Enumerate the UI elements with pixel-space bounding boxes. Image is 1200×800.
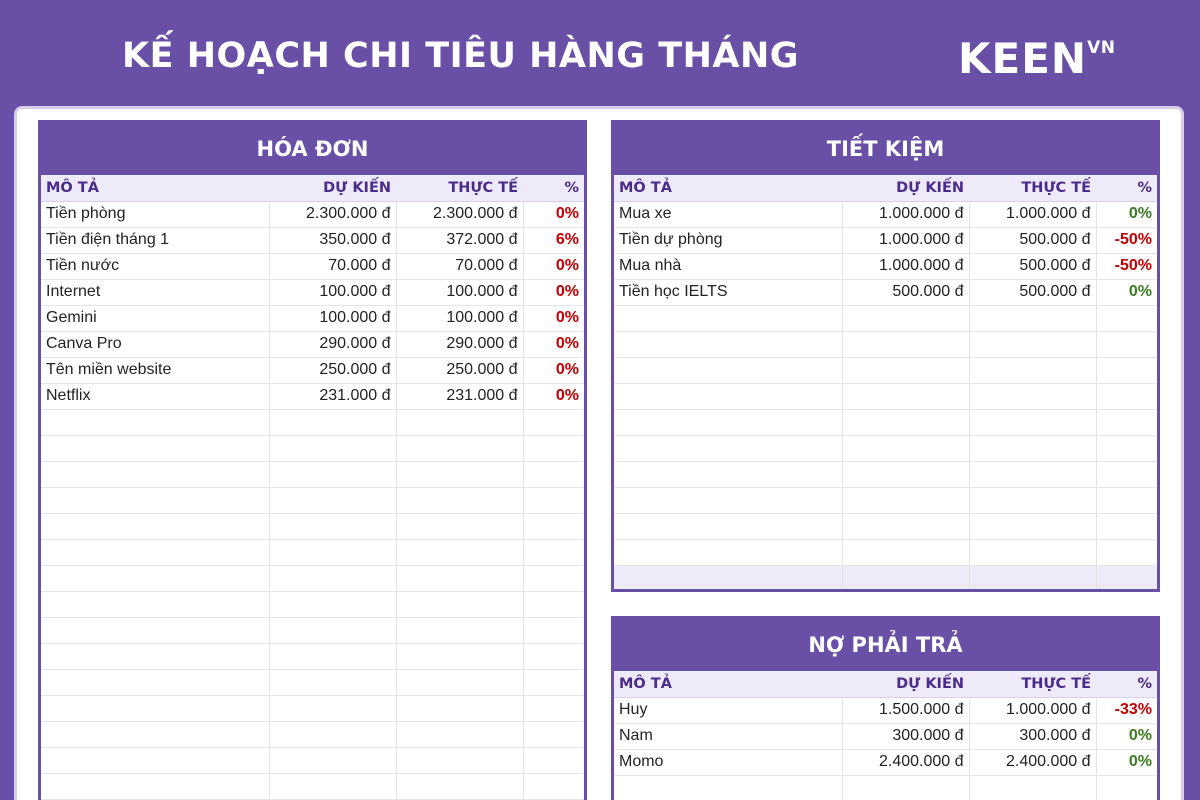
cell-pct[interactable] bbox=[523, 617, 584, 643]
cell-planned[interactable] bbox=[842, 409, 969, 435]
table-row bbox=[41, 279, 584, 305]
cell-actual[interactable] bbox=[969, 409, 1096, 435]
cell-desc[interactable] bbox=[614, 305, 842, 331]
cell-actual[interactable] bbox=[969, 775, 1096, 800]
cell-desc[interactable] bbox=[41, 617, 269, 643]
cell-actual[interactable] bbox=[396, 487, 523, 513]
table-row bbox=[41, 669, 584, 695]
table-row bbox=[614, 513, 1157, 539]
cell-pct[interactable]: 0% bbox=[523, 201, 584, 227]
cell-planned[interactable]: 1.000.000 đ bbox=[842, 201, 969, 227]
table-row bbox=[41, 435, 584, 461]
cell-pct[interactable] bbox=[523, 643, 584, 669]
cell-pct[interactable]: -50% bbox=[1096, 253, 1157, 279]
column-header-desc: MÔ TẢ bbox=[41, 175, 269, 201]
bills-title: HÓA ĐƠN bbox=[41, 123, 584, 175]
cell-pct[interactable]: 0% bbox=[1096, 201, 1157, 227]
cell-desc[interactable] bbox=[614, 513, 842, 539]
cell-actual[interactable] bbox=[969, 357, 1096, 383]
table-row bbox=[41, 409, 584, 435]
cell-planned[interactable]: 100.000 đ bbox=[269, 279, 396, 305]
cell-actual[interactable] bbox=[396, 461, 523, 487]
page-title: KẾ HOẠCH CHI TIÊU HÀNG THÁNG bbox=[122, 36, 799, 76]
cell-desc[interactable] bbox=[41, 409, 269, 435]
column-header-actual: THỰC TẾ bbox=[969, 175, 1096, 201]
cell-actual[interactable]: 2.300.000 đ bbox=[396, 201, 523, 227]
table-row bbox=[614, 565, 1157, 591]
cell-desc[interactable] bbox=[41, 539, 269, 565]
cell-desc[interactable]: Nam bbox=[614, 723, 842, 749]
column-header-planned: DỰ KIẾN bbox=[842, 671, 969, 697]
cell-actual[interactable] bbox=[396, 591, 523, 617]
table-row bbox=[614, 749, 1157, 775]
brand-name: KEEN bbox=[958, 34, 1088, 83]
table-row bbox=[41, 331, 584, 357]
cell-desc[interactable] bbox=[41, 565, 269, 591]
cell-planned[interactable] bbox=[842, 539, 969, 565]
cell-planned[interactable] bbox=[842, 775, 969, 800]
cell-desc[interactable] bbox=[41, 747, 269, 773]
cell-desc[interactable] bbox=[41, 487, 269, 513]
cell-actual[interactable] bbox=[969, 513, 1096, 539]
cell-planned[interactable] bbox=[842, 331, 969, 357]
cell-desc[interactable]: Momo bbox=[614, 749, 842, 775]
cell-actual[interactable] bbox=[396, 721, 523, 747]
savings-table bbox=[611, 120, 1160, 592]
cell-desc[interactable]: Mua xe bbox=[614, 201, 842, 227]
cell-pct[interactable] bbox=[523, 539, 584, 565]
table-row bbox=[614, 461, 1157, 487]
cell-actual[interactable]: 2.400.000 đ bbox=[969, 749, 1096, 775]
cell-actual[interactable] bbox=[396, 565, 523, 591]
cell-pct[interactable]: -33% bbox=[1096, 697, 1157, 723]
cell-pct[interactable] bbox=[1096, 435, 1157, 461]
cell-planned[interactable]: 2.300.000 đ bbox=[269, 201, 396, 227]
cell-pct[interactable] bbox=[523, 747, 584, 773]
cell-planned[interactable] bbox=[269, 513, 396, 539]
table-row bbox=[614, 201, 1157, 227]
cell-actual[interactable] bbox=[396, 773, 523, 799]
cell-actual[interactable] bbox=[969, 461, 1096, 487]
table-header-row bbox=[614, 671, 1157, 697]
cell-desc[interactable] bbox=[614, 331, 842, 357]
cell-actual[interactable] bbox=[396, 617, 523, 643]
cell-desc[interactable]: Canva Pro bbox=[41, 331, 269, 357]
cell-desc[interactable] bbox=[41, 721, 269, 747]
cell-desc[interactable]: Tên miền website bbox=[41, 357, 269, 383]
cell-actual[interactable] bbox=[396, 435, 523, 461]
cell-pct[interactable] bbox=[523, 591, 584, 617]
cell-planned[interactable] bbox=[269, 591, 396, 617]
cell-actual[interactable]: 100.000 đ bbox=[396, 279, 523, 305]
table-header-row bbox=[41, 175, 584, 201]
cell-pct[interactable] bbox=[1096, 331, 1157, 357]
cell-planned[interactable]: 1.000.000 đ bbox=[842, 227, 969, 253]
cell-pct[interactable] bbox=[523, 409, 584, 435]
cell-planned[interactable] bbox=[842, 565, 969, 591]
cell-pct[interactable]: 0% bbox=[523, 357, 584, 383]
cell-pct[interactable]: 0% bbox=[523, 331, 584, 357]
cell-pct[interactable]: 6% bbox=[523, 227, 584, 253]
table-row bbox=[41, 253, 584, 279]
cell-planned[interactable] bbox=[842, 305, 969, 331]
table-row bbox=[614, 253, 1157, 279]
cell-pct[interactable]: 0% bbox=[523, 305, 584, 331]
table-row bbox=[41, 383, 584, 409]
table-row bbox=[614, 279, 1157, 305]
table-row bbox=[41, 565, 584, 591]
table-row bbox=[41, 513, 584, 539]
cell-desc[interactable] bbox=[41, 643, 269, 669]
table-row bbox=[41, 357, 584, 383]
table-row bbox=[614, 775, 1157, 800]
cell-actual[interactable] bbox=[969, 331, 1096, 357]
cell-actual[interactable]: 1.000.000 đ bbox=[969, 697, 1096, 723]
cell-planned[interactable] bbox=[269, 565, 396, 591]
cell-actual[interactable] bbox=[969, 305, 1096, 331]
cell-pct[interactable] bbox=[1096, 513, 1157, 539]
table-row bbox=[41, 747, 584, 773]
table-row bbox=[614, 383, 1157, 409]
cell-actual[interactable]: 500.000 đ bbox=[969, 227, 1096, 253]
cell-actual[interactable]: 70.000 đ bbox=[396, 253, 523, 279]
cell-desc[interactable]: Tiền điện tháng 1 bbox=[41, 227, 269, 253]
cell-pct[interactable] bbox=[1096, 565, 1157, 591]
cell-pct[interactable] bbox=[1096, 357, 1157, 383]
cell-planned[interactable]: 231.000 đ bbox=[269, 383, 396, 409]
cell-desc[interactable] bbox=[614, 565, 842, 591]
cell-actual[interactable]: 500.000 đ bbox=[969, 253, 1096, 279]
debts-table bbox=[611, 616, 1160, 800]
cell-desc[interactable] bbox=[41, 695, 269, 721]
savings-title: TIẾT KIỆM bbox=[614, 123, 1157, 175]
cell-desc[interactable]: Tiền học IELTS bbox=[614, 279, 842, 305]
cell-pct[interactable] bbox=[523, 721, 584, 747]
column-header-desc: MÔ TẢ bbox=[614, 175, 842, 201]
cell-pct[interactable] bbox=[1096, 775, 1157, 800]
cell-planned[interactable] bbox=[269, 539, 396, 565]
table-row bbox=[41, 487, 584, 513]
cell-desc[interactable] bbox=[614, 487, 842, 513]
cell-planned[interactable]: 100.000 đ bbox=[269, 305, 396, 331]
table-row bbox=[41, 643, 584, 669]
bills-table bbox=[38, 120, 587, 800]
cell-planned[interactable]: 70.000 đ bbox=[269, 253, 396, 279]
column-header-pct: % bbox=[523, 175, 584, 201]
cell-planned[interactable] bbox=[269, 643, 396, 669]
cell-desc[interactable]: Huy bbox=[614, 697, 842, 723]
table-row bbox=[614, 227, 1157, 253]
cell-pct[interactable]: 0% bbox=[523, 279, 584, 305]
table-row bbox=[41, 617, 584, 643]
cell-desc[interactable]: Tiền nước bbox=[41, 253, 269, 279]
cell-desc[interactable]: Mua nhà bbox=[614, 253, 842, 279]
cell-actual[interactable]: 250.000 đ bbox=[396, 357, 523, 383]
cell-actual[interactable] bbox=[969, 487, 1096, 513]
table-row bbox=[614, 539, 1157, 565]
cell-desc[interactable] bbox=[614, 383, 842, 409]
cell-actual[interactable] bbox=[396, 513, 523, 539]
cell-planned[interactable] bbox=[269, 773, 396, 799]
cell-pct[interactable] bbox=[1096, 461, 1157, 487]
table-row bbox=[614, 487, 1157, 513]
cell-pct[interactable] bbox=[523, 435, 584, 461]
cell-planned[interactable]: 2.400.000 đ bbox=[842, 749, 969, 775]
cell-pct[interactable]: 0% bbox=[523, 253, 584, 279]
cell-pct[interactable]: 0% bbox=[1096, 749, 1157, 775]
cell-planned[interactable] bbox=[269, 747, 396, 773]
cell-pct[interactable]: 0% bbox=[523, 383, 584, 409]
cell-planned[interactable]: 300.000 đ bbox=[842, 723, 969, 749]
cell-pct[interactable] bbox=[523, 461, 584, 487]
cell-planned[interactable] bbox=[269, 617, 396, 643]
cell-desc[interactable] bbox=[41, 461, 269, 487]
cell-desc[interactable] bbox=[41, 591, 269, 617]
spreadsheet-area bbox=[14, 106, 1184, 800]
table-row bbox=[614, 331, 1157, 357]
cell-actual[interactable] bbox=[396, 643, 523, 669]
cell-actual[interactable] bbox=[396, 539, 523, 565]
cell-planned[interactable] bbox=[269, 721, 396, 747]
cell-planned[interactable] bbox=[269, 461, 396, 487]
cell-pct[interactable] bbox=[523, 487, 584, 513]
cell-actual[interactable]: 372.000 đ bbox=[396, 227, 523, 253]
cell-planned[interactable] bbox=[842, 357, 969, 383]
cell-actual[interactable] bbox=[396, 747, 523, 773]
cell-pct[interactable] bbox=[523, 565, 584, 591]
cell-desc[interactable]: Tiền dự phòng bbox=[614, 227, 842, 253]
cell-pct[interactable] bbox=[1096, 487, 1157, 513]
cell-pct[interactable] bbox=[1096, 539, 1157, 565]
cell-planned[interactable] bbox=[842, 435, 969, 461]
cell-pct[interactable] bbox=[523, 695, 584, 721]
table-row bbox=[614, 357, 1157, 383]
cell-pct[interactable] bbox=[523, 513, 584, 539]
cell-planned[interactable]: 290.000 đ bbox=[269, 331, 396, 357]
cell-actual[interactable] bbox=[396, 669, 523, 695]
cell-desc[interactable]: Netflix bbox=[41, 383, 269, 409]
cell-desc[interactable] bbox=[614, 539, 842, 565]
cell-desc[interactable] bbox=[41, 513, 269, 539]
cell-planned[interactable] bbox=[269, 487, 396, 513]
cell-planned[interactable]: 1.000.000 đ bbox=[842, 253, 969, 279]
cell-planned[interactable]: 250.000 đ bbox=[269, 357, 396, 383]
table-row bbox=[41, 461, 584, 487]
cell-pct[interactable]: 0% bbox=[1096, 723, 1157, 749]
table-row bbox=[41, 695, 584, 721]
column-header-actual: THỰC TẾ bbox=[396, 175, 523, 201]
cell-planned[interactable] bbox=[842, 513, 969, 539]
table-row bbox=[41, 721, 584, 747]
cell-planned[interactable] bbox=[269, 669, 396, 695]
cell-planned[interactable] bbox=[269, 435, 396, 461]
cell-pct[interactable] bbox=[523, 773, 584, 799]
table-row bbox=[41, 591, 584, 617]
cell-pct[interactable] bbox=[523, 669, 584, 695]
brand-logo bbox=[958, 34, 1115, 83]
table-row bbox=[41, 539, 584, 565]
cell-desc[interactable] bbox=[41, 435, 269, 461]
cell-planned[interactable] bbox=[269, 409, 396, 435]
column-header-planned: DỰ KIẾN bbox=[842, 175, 969, 201]
table-row bbox=[41, 201, 584, 227]
cell-actual[interactable] bbox=[969, 565, 1096, 591]
column-header-desc: MÔ TẢ bbox=[614, 671, 842, 697]
cell-actual[interactable] bbox=[969, 539, 1096, 565]
cell-planned[interactable]: 350.000 đ bbox=[269, 227, 396, 253]
cell-pct[interactable] bbox=[1096, 305, 1157, 331]
table-row bbox=[41, 305, 584, 331]
cell-actual[interactable]: 290.000 đ bbox=[396, 331, 523, 357]
cell-actual[interactable]: 100.000 đ bbox=[396, 305, 523, 331]
cell-actual[interactable]: 500.000 đ bbox=[969, 279, 1096, 305]
table-row bbox=[41, 773, 584, 799]
cell-desc[interactable]: Tiền phòng bbox=[41, 201, 269, 227]
table-header-row bbox=[614, 175, 1157, 201]
cell-pct[interactable] bbox=[1096, 409, 1157, 435]
cell-planned[interactable]: 1.500.000 đ bbox=[842, 697, 969, 723]
table-row bbox=[614, 723, 1157, 749]
cell-desc[interactable] bbox=[41, 669, 269, 695]
cell-actual[interactable] bbox=[396, 409, 523, 435]
table-row bbox=[41, 227, 584, 253]
cell-planned[interactable]: 500.000 đ bbox=[842, 279, 969, 305]
table-row bbox=[614, 305, 1157, 331]
cell-planned[interactable] bbox=[269, 695, 396, 721]
column-header-actual: THỰC TẾ bbox=[969, 671, 1096, 697]
cell-actual[interactable]: 231.000 đ bbox=[396, 383, 523, 409]
cell-pct[interactable]: -50% bbox=[1096, 227, 1157, 253]
cell-desc[interactable] bbox=[614, 409, 842, 435]
cell-actual[interactable]: 1.000.000 đ bbox=[969, 201, 1096, 227]
cell-pct[interactable] bbox=[1096, 383, 1157, 409]
cell-desc[interactable] bbox=[41, 773, 269, 799]
table-row bbox=[614, 697, 1157, 723]
cell-pct[interactable]: 0% bbox=[1096, 279, 1157, 305]
column-header-planned: DỰ KIẾN bbox=[269, 175, 396, 201]
cell-desc[interactable] bbox=[614, 775, 842, 800]
table-row bbox=[614, 435, 1157, 461]
column-header-pct: % bbox=[1096, 175, 1157, 201]
cell-actual[interactable]: 300.000 đ bbox=[969, 723, 1096, 749]
cell-planned[interactable] bbox=[842, 487, 969, 513]
cell-planned[interactable] bbox=[842, 461, 969, 487]
column-header-pct: % bbox=[1096, 671, 1157, 697]
cell-desc[interactable] bbox=[614, 461, 842, 487]
cell-desc[interactable]: Gemini bbox=[41, 305, 269, 331]
cell-planned[interactable] bbox=[842, 383, 969, 409]
cell-desc[interactable] bbox=[614, 435, 842, 461]
table-row bbox=[614, 409, 1157, 435]
cell-desc[interactable] bbox=[614, 357, 842, 383]
cell-actual[interactable] bbox=[969, 383, 1096, 409]
cell-actual[interactable] bbox=[396, 695, 523, 721]
brand-suffix: VN bbox=[1087, 38, 1116, 58]
debts-title: NỢ PHẢI TRẢ bbox=[614, 619, 1157, 671]
cell-actual[interactable] bbox=[969, 435, 1096, 461]
cell-desc[interactable]: Internet bbox=[41, 279, 269, 305]
